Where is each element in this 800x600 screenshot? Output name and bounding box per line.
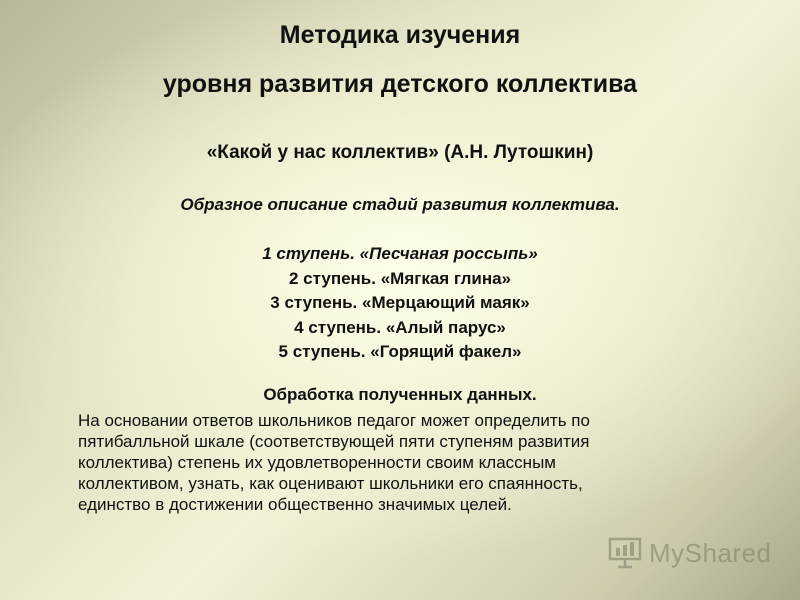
watermark-text: MyShared — [649, 537, 772, 568]
stages-list — [0, 242, 800, 365]
stage-item-3: 3 ступень. «Мерцающий маяк» — [270, 293, 530, 312]
processing-paragraph — [78, 410, 718, 515]
slide-title-line-1: Методика изучения — [279, 21, 521, 49]
stage-item-2: 2 ступень. «Мягкая глина» — [288, 268, 512, 288]
processing-line-2: пятибалльной шкале (соответствующей пяти ступеням развития — [78, 432, 590, 451]
processing-line-5: единство в достижении общественно значимых целей. — [78, 495, 512, 514]
processing-line-1: На основании ответов школьников педагог может определить по — [78, 411, 590, 430]
stage-item-5: 5 ступень. «Горящий факел» — [278, 342, 522, 361]
presentation-board-icon — [607, 536, 643, 570]
processing-heading: Обработка полученных данных. — [263, 385, 537, 404]
processing-line-4: коллективом, узнать, как оценивают школьники его спаянность, — [78, 474, 583, 493]
slide-title-line-2: уровня развития детского коллектива — [162, 70, 638, 98]
method-subtitle: «Какой у нас коллектив» (А.Н. Лутошкин) — [206, 142, 594, 163]
stage-item-4: 4 ступень. «Алый парус» — [294, 317, 506, 337]
processing-line-3: коллектива) степень их удовлетворенности своим классным — [78, 453, 556, 472]
stage-item-1: 1 ступень. «Песчаная россыпь» — [262, 244, 538, 263]
watermark — [607, 535, 772, 571]
stages-description: Образное описание стадий развития коллектива. — [180, 195, 620, 214]
